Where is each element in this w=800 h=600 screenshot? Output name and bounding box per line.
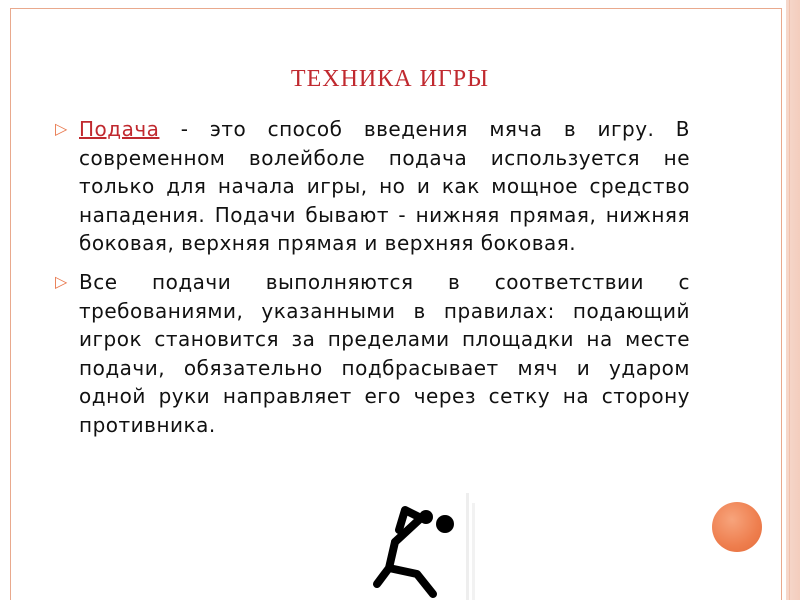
slide-content (55, 115, 690, 450)
decorative-circle (712, 502, 762, 552)
slide-title: ТЕХНИКА ИГРЫ (290, 66, 490, 92)
hollow-triangle-bullet-icon: ▷ (55, 119, 68, 138)
hollow-triangle-bullet-icon: ▷ (55, 271, 68, 291)
paragraph-serve-definition (55, 115, 690, 258)
right-decorative-stripe (786, 0, 800, 600)
paragraph-text: - это способ введения мяча в игру. В современном волейболе подача используется не только для начала игры, но и как мощное средство нападения. Подачи бывают - нижняя прямая, нижняя боковая, верхняя прямая и верхняя боковая. (79, 117, 690, 256)
paragraph-text: Все подачи выполняются в соответствии с требованиями, указанными в правилах: подающий игрок становится за пределами площадки на месте подачи, обязательно подбрасывает мяч и ударом одной руки направляет его через сетку на сторону противника. (79, 269, 690, 437)
highlight-term-link[interactable]: Подача (79, 117, 160, 141)
paragraph-serve-rules (55, 268, 690, 440)
volleyball-player-icon (355, 496, 467, 600)
